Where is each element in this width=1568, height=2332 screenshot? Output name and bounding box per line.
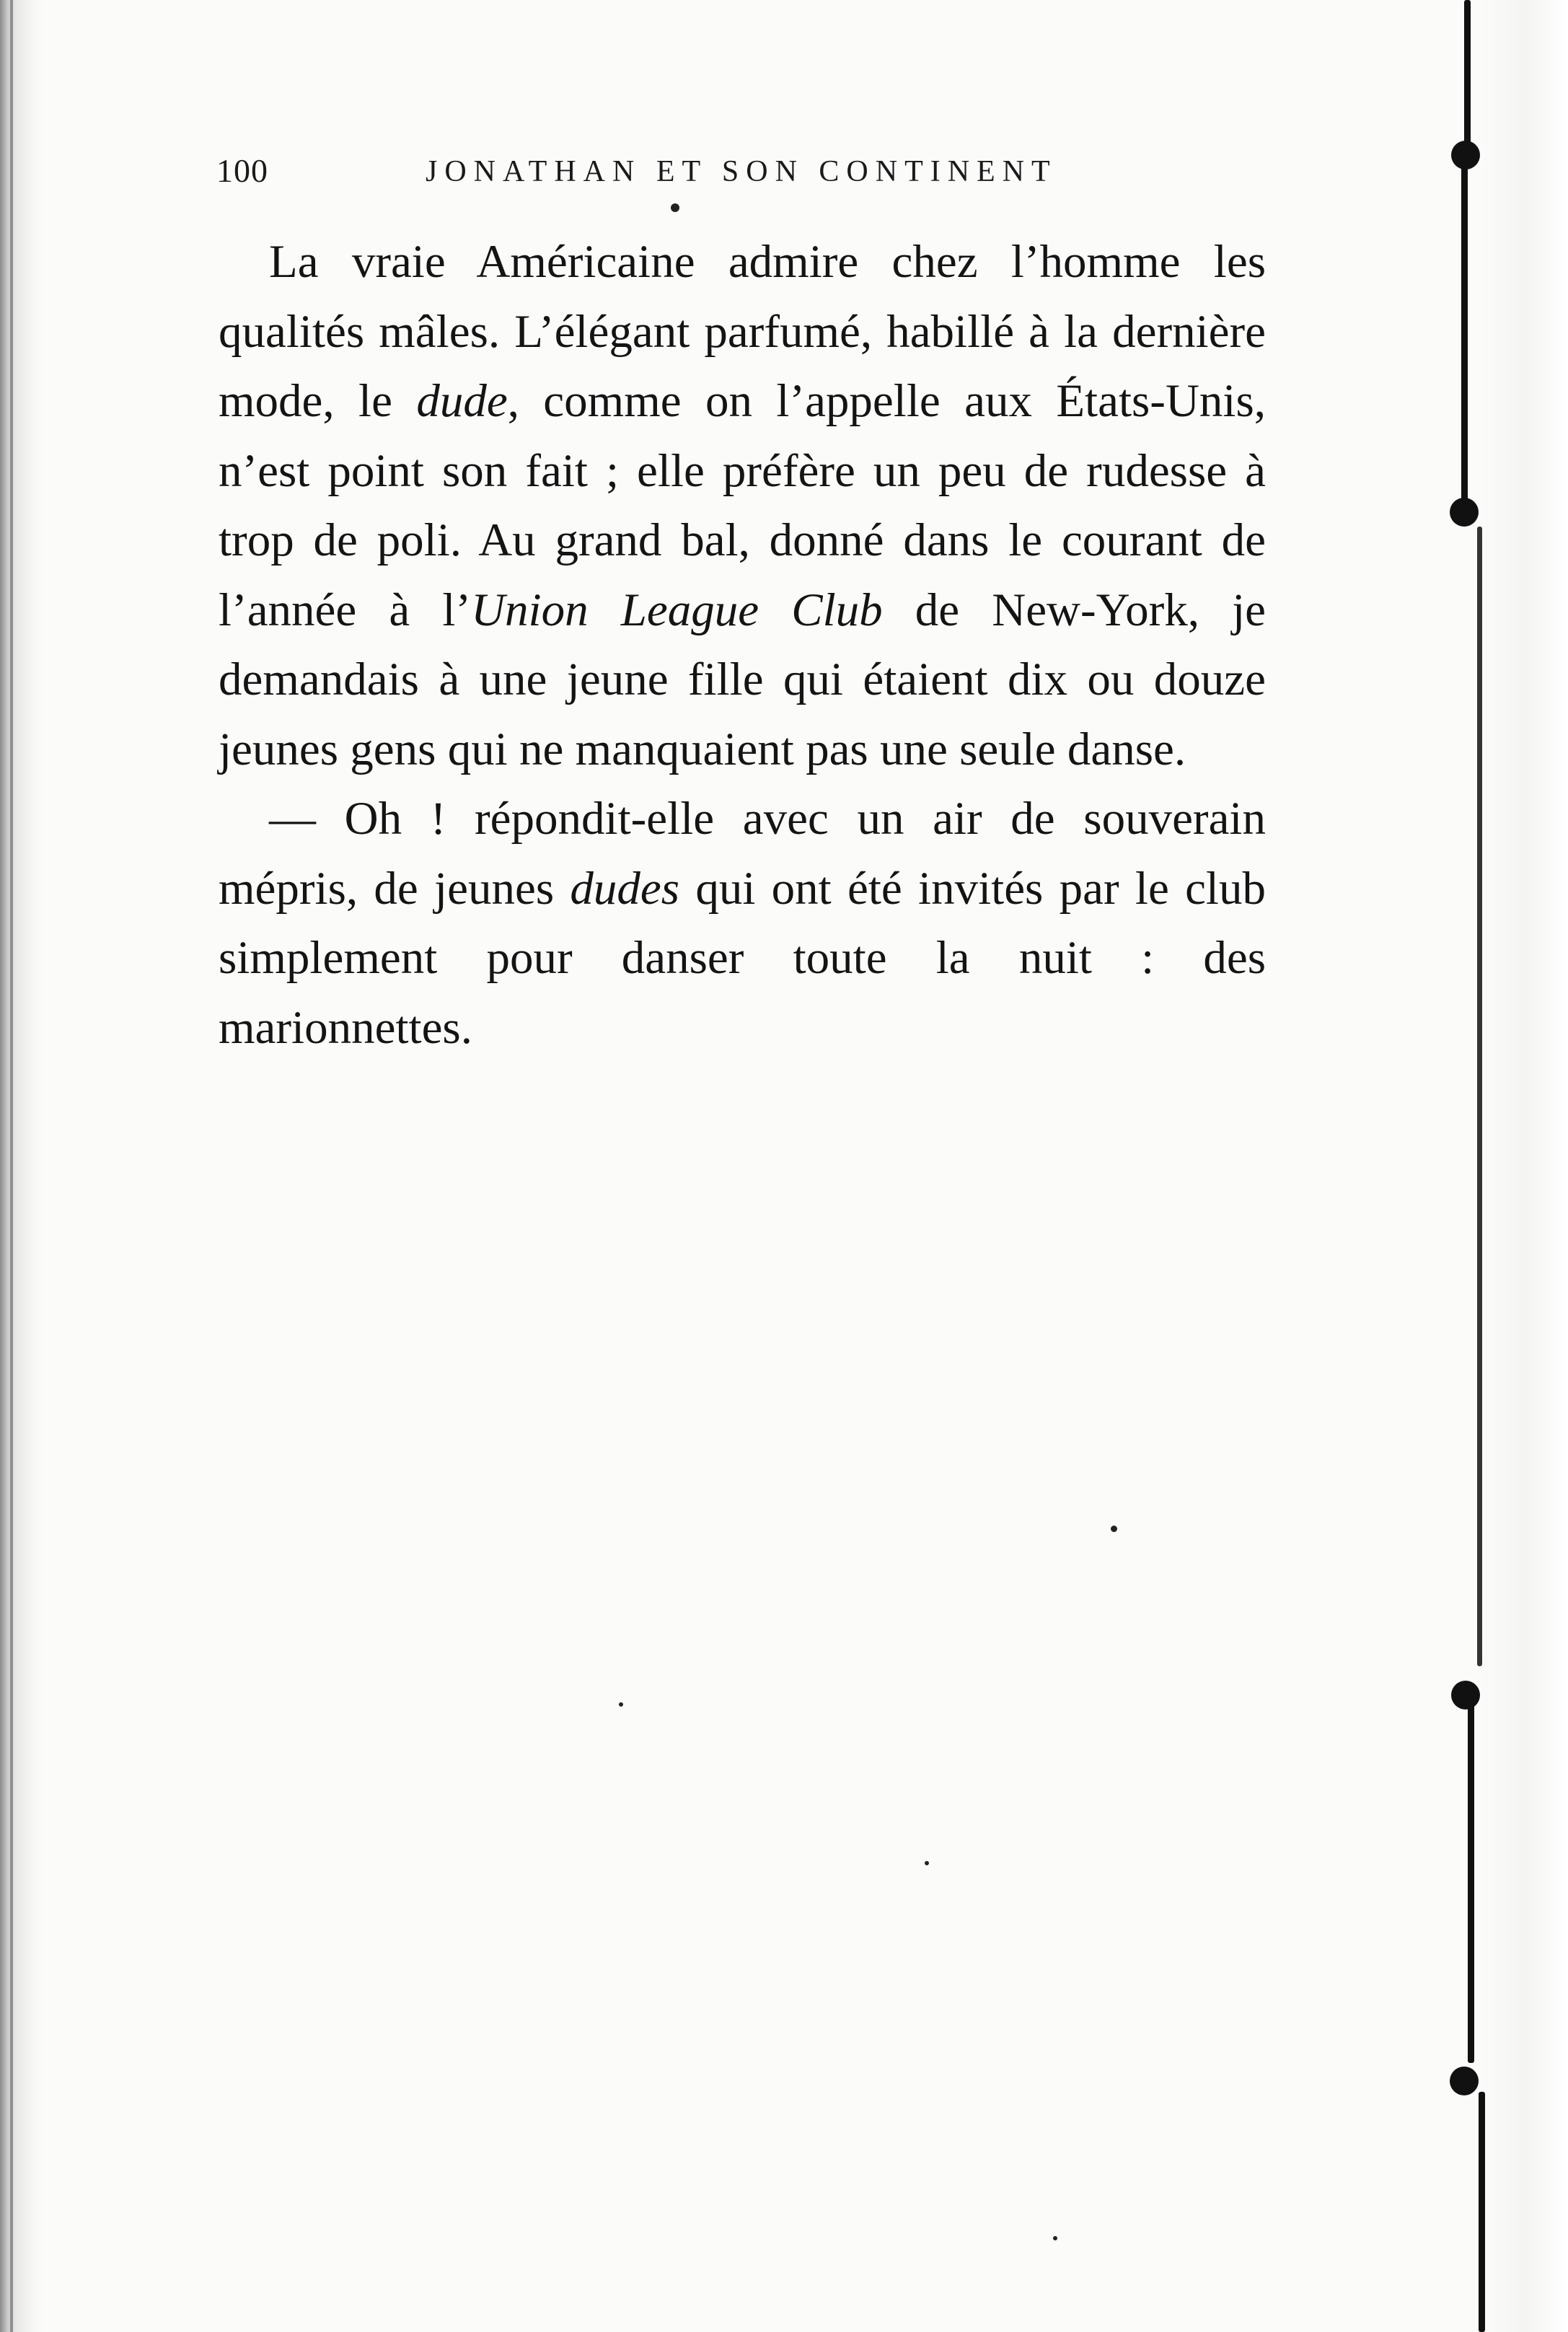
dust-speck <box>1111 1526 1117 1532</box>
dust-speck <box>1053 2236 1057 2240</box>
page-number: 100 <box>216 152 268 189</box>
text-run: — Oh ! répondit-elle avec un air de souverain mépris, de jeunes <box>219 793 1266 915</box>
gutter-shadow-line <box>10 0 13 2332</box>
binding-thread-bottom <box>1479 2092 1485 2332</box>
text-run: de New-York, je demandais à une jeune fille qui étaient dix ou douze jeunes gens qui ne manquaient pas une seule danse. <box>219 584 1267 775</box>
binding-thread <box>1461 166 1468 519</box>
binding-knot <box>1451 1681 1480 1710</box>
binding-thread <box>1468 1702 1474 2063</box>
dust-speck <box>619 1702 623 1707</box>
dust-speck <box>671 203 679 212</box>
binding-thread <box>1477 527 1482 1666</box>
binding-knot <box>1450 2067 1479 2095</box>
dust-speck <box>925 1861 929 1865</box>
italic-text: dudes <box>570 862 680 915</box>
paragraph <box>219 227 1266 784</box>
body-text <box>219 227 1266 1062</box>
page-header <box>216 151 1277 195</box>
binding-gutter <box>0 0 43 2332</box>
italic-text: Union League Club <box>471 584 883 636</box>
binding-knot <box>1451 141 1480 170</box>
binding-knot <box>1450 498 1479 527</box>
running-title: JONATHAN ET SON CONTINENT <box>426 155 1057 188</box>
right-page-edge <box>1481 0 1568 2332</box>
italic-text: dude <box>416 375 508 427</box>
text-run: qui ont été invités par le club simplement pour danser toute la nuit : des marionnettes. <box>219 862 1266 1054</box>
text-run: La vraie Américaine admire chez l’homme les qualités mâles. L’élégant parfumé, habillé à la dernière mode, le <box>219 236 1266 427</box>
paragraph <box>219 784 1266 1062</box>
text-run: , comme on l’appelle aux États-Unis, n’est point son fait ; elle préfère un peu de rudesse à trop de poli. Au grand bal, donné dans le courant de l’année à l’ <box>219 375 1267 636</box>
